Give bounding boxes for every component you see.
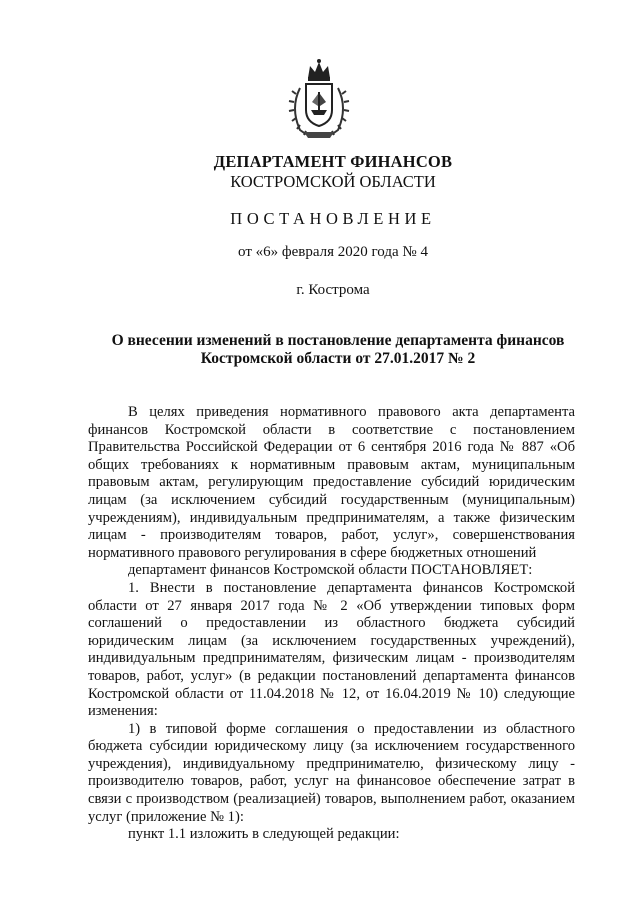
subject-line-1: О внесении изменений в постановление департамента финансов — [111, 332, 565, 349]
body-paragraph-4: 1) в типовой форме соглашения о предоставлении из областного бюджета субсидии юридическому лицу (за исключением государственного учреждения), индивидуальному предпринимателю, физическому лицу - производителю товаров, работ, услуг на финансовое обеспечение затрат в связи с производством (реализацией) товаров, выполнением работ, оказанием услуг (приложение № 1): — [88, 720, 575, 825]
subject-line-2: Костромской области от 27.01.2017 № 2 — [200, 350, 476, 367]
body-paragraph-1: В целях приведения нормативного правового акта департамента финансов Костромской области в соответствие с постановлением Правительства Российской Федерации от 6 сентября 2016 года № 887 «Об общих требованиях к нормативным правовым актам, муниципальным правовым актам, регулирующим предоставление субсидий юридическим лицам (за исключением субсидий государственным (муниципальным) учреждениям), индивидуальным предпринимателям, а также физическим лицам - производителям товаров, работ, услуг», совершенствования нормативного правового регулирования в сфере бюджетных отношений — [88, 404, 575, 561]
body-paragraph-3: 1. Внести в постановление департамента финансов Костромской области от 27 января 2017 года № 2 «Об утверждении типовых форм соглашений о предоставлении из областного бюджета субсидий юридическим лицам (за исключением государственных учреждений), индивидуальным предпринимателям, физическим лицам - производителям товаров, работ, услуг» (в редакции постановлений департамента финансов Костромской области от 11.04.2018 № 12, от 16.04.2019 № 10) следующие изменения: — [88, 579, 575, 720]
body-paragraph-5: пункт 1.1 изложить в следующей редакции: — [128, 826, 400, 843]
department-region: КОСТРОМСКОЙ ОБЛАСТИ — [230, 172, 436, 191]
document-date: от «6» февраля 2020 года № 4 — [238, 244, 428, 260]
coat-of-arms-icon — [286, 58, 352, 140]
document-body — [88, 404, 575, 844]
document-kind: ПОСТАНОВЛЕНИЕ — [230, 209, 436, 228]
document-city: г. Кострома — [296, 282, 370, 298]
body-paragraph-2: департамент финансов Костромской области ПОСТАНОВЛЯЕТ: — [128, 562, 533, 579]
document-subject — [88, 332, 588, 368]
department-title: ДЕПАРТАМЕНТ ФИНАНСОВ — [213, 152, 453, 171]
